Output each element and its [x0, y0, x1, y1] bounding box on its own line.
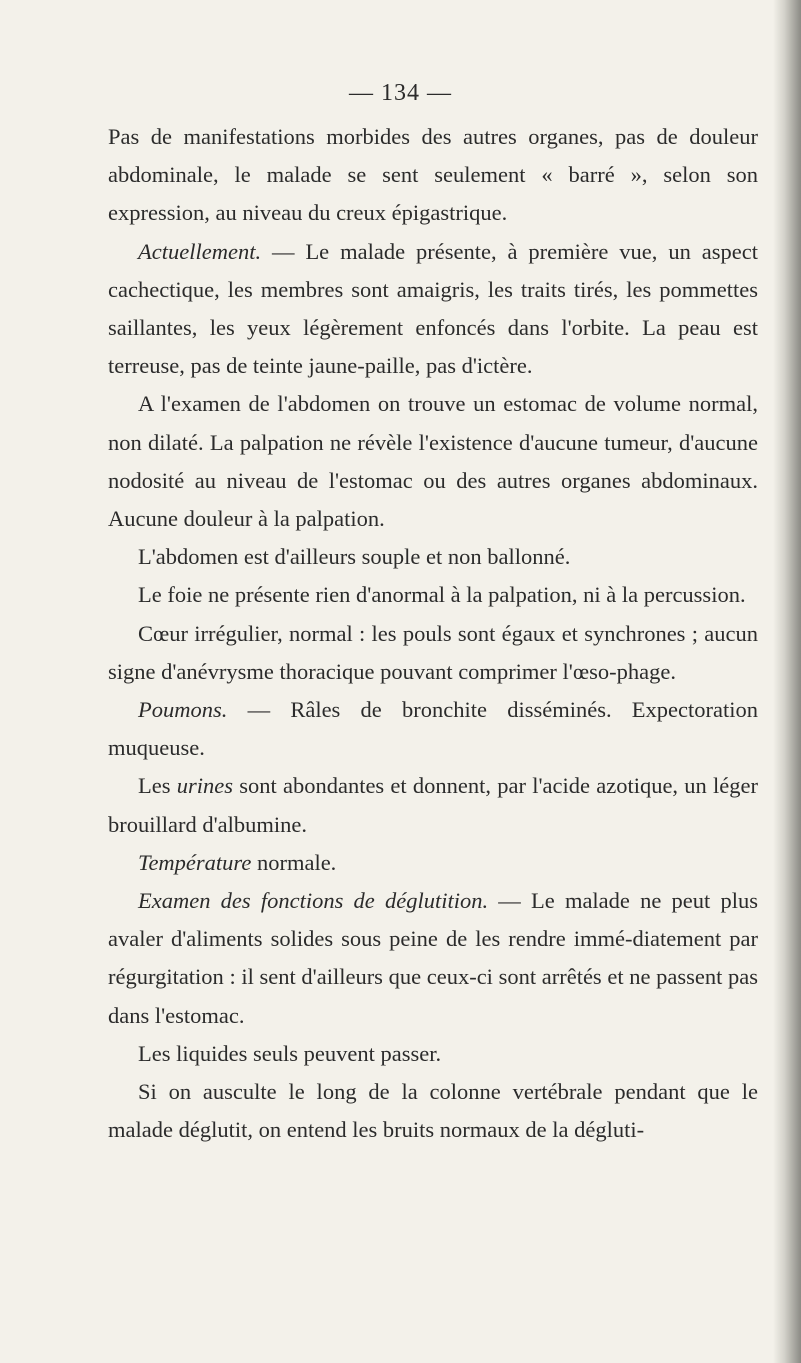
paragraph: A l'examen de l'abdomen on trouve un estomac de volume normal, non dilaté. La palpation ne révèle l'existence d'aucune tumeur, d'aucune nodosité au niveau de l'estomac ou des autres organes abdominaux. Aucune douleur à la palpation. [108, 391, 758, 532]
section-heading: Examen des fonctions de déglutition. [138, 888, 489, 914]
paragraph: Examen des fonctions de déglutition. — Le malade ne peut plus avaler d'aliments solides sous peine de les rendre immé-diatement par régurgitation : il sent d'ailleurs que ceux-ci sont arrêtés et ne passent pas dans l'estomac. [108, 888, 758, 1028]
paragraph: Si on ausculte le long de la colonne vertébrale pendant que le malade déglutit, on entend les bruits normaux de la dégluti- [108, 1079, 758, 1143]
paragraph: Le foie ne présente rien d'anormal à la palpation, ni à la percussion. [138, 582, 746, 608]
body-text [108, 118, 758, 1149]
paragraph: Les urines sont abondantes et donnent, par l'acide azotique, un léger brouillard d'albumine. [108, 773, 758, 837]
section-heading: Température [138, 849, 252, 875]
section-heading: Actuellement. [138, 238, 262, 264]
paragraph: Les liquides seuls peuvent passer. [138, 1040, 442, 1066]
paragraph: Température normale. [138, 849, 337, 875]
page-edge-shadow [773, 0, 801, 1363]
paragraph: Cœur irrégulier, normal : les pouls sont égaux et synchrones ; aucun signe d'anévrysme thoracique pouvant comprimer l'œso-phage. [108, 620, 758, 684]
page-number: — 134 — [349, 80, 452, 106]
paragraph: Pas de manifestations morbides des autres organes, pas de douleur abdominale, le malade se sent seulement « barré », selon son expression, au niveau du creux épigastrique. [108, 124, 758, 226]
paragraph: Actuellement. — Le malade présente, à première vue, un aspect cachectique, les membres sont amaigris, les traits tirés, les pommettes saillantes, les yeux légèrement enfoncés dans l'orbite. La peau est terreuse, pas de teinte jaune-paille, pas d'ictère. [108, 238, 758, 379]
section-heading: Poumons. [138, 697, 228, 723]
paragraph: Poumons. — Râles de bronchite disséminés. Expectoration muqueuse. [108, 697, 758, 761]
paragraph: L'abdomen est d'ailleurs souple et non ballonné. [138, 544, 571, 570]
